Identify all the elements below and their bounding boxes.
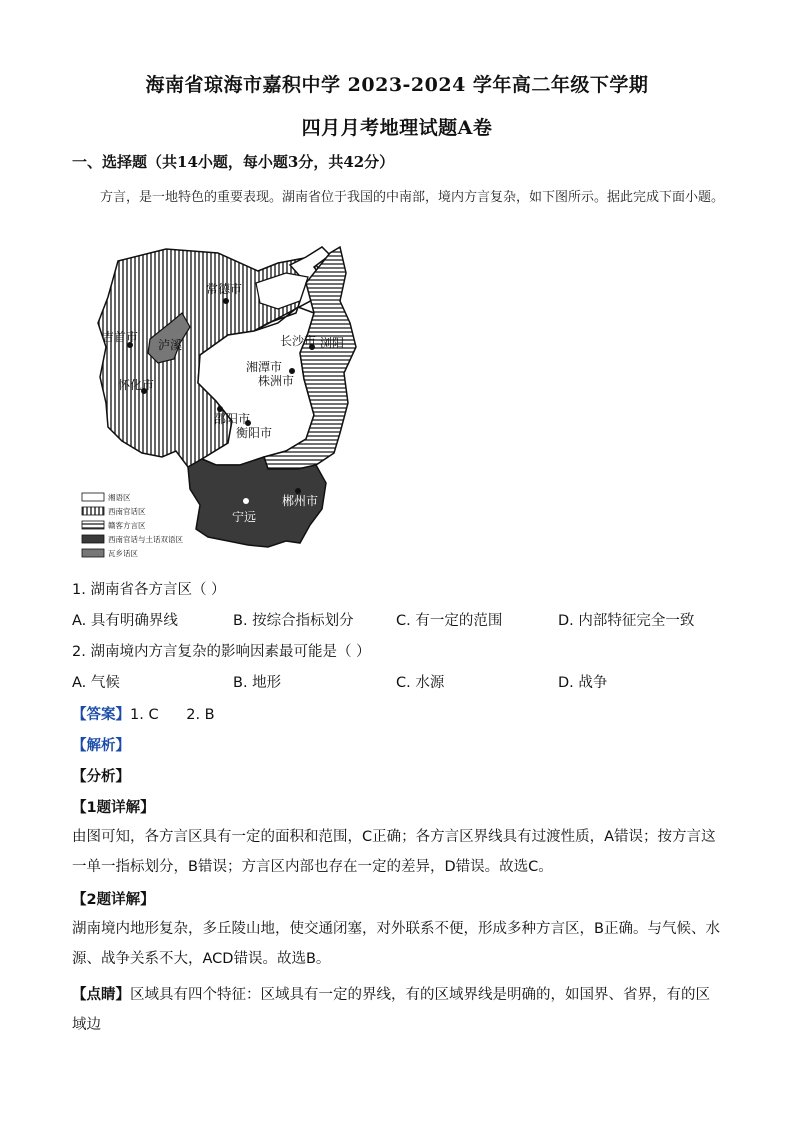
- tip-label: 【点睛】: [72, 987, 130, 1003]
- q1-option-b[interactable]: B. 按综合指标划分: [233, 613, 354, 629]
- legend-sw-mandarin: 西南官话区: [108, 507, 146, 516]
- city-label-jishou: 吉首市: [102, 330, 139, 344]
- q2-detail-text: 湖南境内地形复杂，多丘陵山地，使交通闭塞，对外联系不便，形成多种方言区，B正确。与气候、水源、战争关系不大，ACD错误。故选B。: [72, 921, 720, 967]
- legend-xiang: 湘语区: [108, 493, 131, 502]
- city-label-hengyang: 衡阳市: [236, 426, 273, 440]
- tip-paragraph: [72, 980, 724, 1040]
- q2-option-b[interactable]: B. 地形: [233, 675, 282, 691]
- analysis-label: 【解析】: [72, 738, 130, 754]
- city-label-shaoyang: 邵阳市: [214, 412, 251, 426]
- q2-option-d[interactable]: D. 战争: [558, 675, 608, 691]
- q2-detail-label: 【2题详解】: [72, 892, 155, 908]
- city-label-huaihua: 怀化市: [118, 378, 155, 392]
- intro-paragraph: 方言，是一地特色的重要表现。湖南省位于我国的中南部，境内方言复杂，如下图所示。据此完成下面小题。: [100, 190, 725, 205]
- map-legend: [82, 492, 183, 558]
- page-title-line1: 海南省琼海市嘉积中学 2023-2024 学年高二年级下学期: [145, 74, 649, 96]
- city-label-luxi: 泸溪: [158, 338, 183, 352]
- city-label-ningyuan: 宁远: [232, 510, 257, 524]
- city-label-xiangtan: 湘潭市: [246, 360, 283, 374]
- legend-bilingual: 西南官话与土话双语区: [108, 535, 183, 544]
- tip-text: 区域具有四个特征：区域具有一定的界线，有的区域界线是明确的，如国界、省界，有的区域边: [72, 987, 710, 1033]
- question-2-stem: 2. 湖南境内方言复杂的影响因素最可能是（ ）: [72, 644, 371, 660]
- q2-option-a[interactable]: A. 气候: [72, 675, 120, 691]
- hunan-dialect-map: [78, 243, 378, 565]
- section-heading: 一、选择题（共14小题，每小题3分，共42分）: [72, 153, 395, 171]
- answer-text: 1. C 2. B: [130, 707, 215, 723]
- q1-detail-text: 由图可知，各方言区具有一定的面积和范围，C正确；各方言区界线具有过渡性质，A错误；按方言这一单一指标划分，B错误；方言区内部也存在一定的差异，D错误。故选C。: [72, 829, 716, 875]
- city-label-changsha: 长沙市: [280, 334, 317, 348]
- legend-waxiang: 瓦乡话区: [108, 549, 138, 558]
- q2-option-c[interactable]: C. 水源: [396, 675, 445, 691]
- page-title-line2: 四月月考地理试题A卷: [301, 117, 493, 139]
- answer-label: 【答案】: [72, 707, 130, 723]
- legend-gan-hakka: 赣客方言区: [108, 521, 146, 530]
- question-1-stem: 1. 湖南省各方言区（ ）: [72, 582, 226, 598]
- city-label-liuyang: 浏阳: [320, 336, 345, 350]
- fenxi-label: 【分析】: [72, 769, 130, 785]
- city-label-zhuzhou: 株洲市: [258, 374, 295, 388]
- q1-detail-label: 【1题详解】: [72, 800, 155, 816]
- q1-option-c[interactable]: C. 有一定的范围: [396, 613, 503, 629]
- city-label-chenzhou: 郴州市: [282, 494, 319, 508]
- q1-option-a[interactable]: A. 具有明确界线: [72, 613, 178, 629]
- answer-line: [72, 703, 215, 724]
- q1-option-d[interactable]: D. 内部特征完全一致: [558, 613, 695, 629]
- city-label-changde: 常德市: [206, 282, 243, 296]
